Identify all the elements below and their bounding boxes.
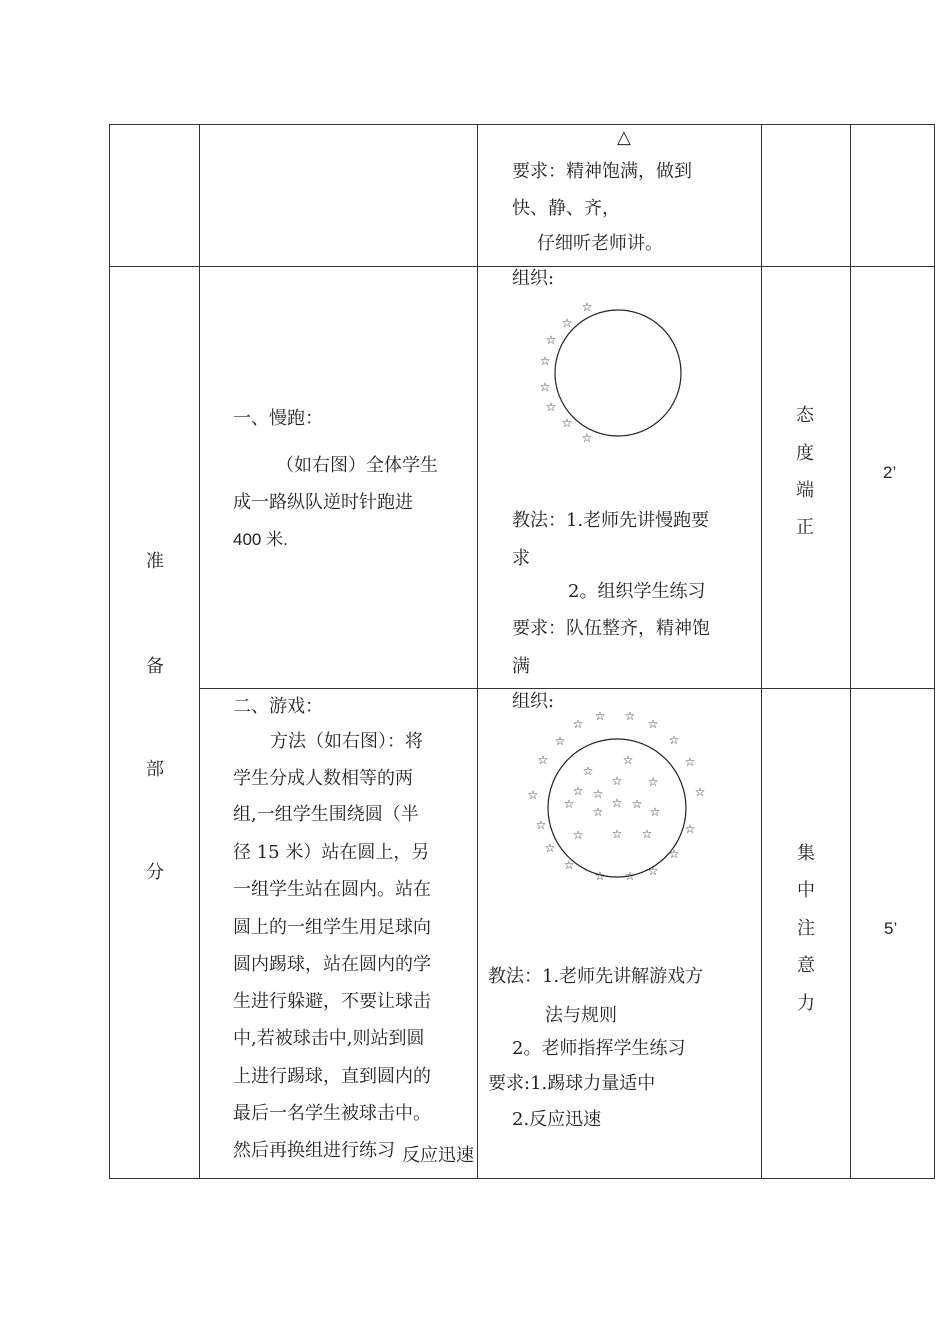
section-char-4: 分 [146,862,164,883]
jog-teaching-line-3: 2。组织学生练习 [568,581,706,602]
game-student-star: ☆ [554,734,566,748]
jog-requirement-line-1: 要求：队伍整齐，精神饱 [512,618,710,639]
section-char-1: 准 [146,551,164,572]
jog-desc-line-2: 成一路纵队逆时针跑进 [233,492,413,513]
jog-student-star: ☆ [581,300,593,314]
game-method-line-11: 最后一名学生被球击中。 [233,1103,431,1124]
game-student-star: ☆ [647,775,659,789]
jog-desc-line-3: 400 米. [233,530,288,549]
game-student-star: ☆ [572,784,584,798]
game-student-star: ☆ [684,822,696,836]
game-student-star: ☆ [684,755,696,769]
focus-char-5: 力 [797,993,815,1014]
game-time: 5’ [884,919,898,938]
jog-time: 2’ [883,463,897,482]
jog-teaching-line-1: 教法：1.老师先讲慢跑要 [512,510,710,531]
game-student-stars [528,709,706,883]
game-method-line-12: 然后再换组进行练习 [233,1140,395,1161]
game-method-line-6: 圆上的一组学生用足球向 [233,917,431,938]
game-student-star: ☆ [611,774,623,788]
game-student-star: ☆ [594,709,606,723]
game-method-line-1: 方法（如右图）：将 [270,731,423,752]
jog-teaching-line-2: 求 [512,548,530,569]
game-student-star: ☆ [527,788,539,802]
game-student-star: ☆ [624,709,636,723]
game-method-line-8: 生进行躲避，不要让球击 [233,991,431,1012]
game-student-star: ☆ [624,869,636,883]
jog-requirement-line-2: 满 [512,656,530,677]
jog-student-star: ☆ [581,431,593,445]
game-heading: 二、游戏： [233,696,323,717]
jog-student-star: ☆ [561,316,573,330]
game-student-star: ☆ [694,785,706,799]
game-method-line-10: 上进行踢球，直到圆内的 [233,1066,431,1087]
game-student-star: ☆ [594,869,606,883]
game-method-line-7: 圆内踢球，站在圆内的学 [233,954,431,975]
game-teaching-line-1: 教法：1.老师先讲解游戏方 [488,966,704,987]
game-student-star: ☆ [631,797,643,811]
game-student-star: ☆ [563,858,575,872]
requirement-line-3: 仔细听老师讲。 [537,233,663,254]
jog-student-star: ☆ [539,380,551,394]
game-student-star: ☆ [668,847,680,861]
attitude-char-2: 度 [796,443,814,464]
focus-char-4: 意 [797,955,815,976]
game-student-star: ☆ [611,827,623,841]
game-student-star: ☆ [544,841,556,855]
requirement-line-1: 要求：精神饱满，做到 [512,161,692,182]
game-student-star: ☆ [641,827,653,841]
game-overflow-text: 反应迅速 [402,1145,474,1166]
jog-student-stars [540,300,593,445]
jog-student-star: ☆ [539,354,551,368]
game-student-star: ☆ [647,864,659,878]
game-method-line-4: 径 15 米）站在圆上，另 [233,842,430,863]
jog-organization-label: 组织: [512,268,555,289]
game-student-star: ☆ [572,828,584,842]
game-student-star: ☆ [592,787,604,801]
attitude-char-1: 态 [796,405,814,426]
game-student-star: ☆ [622,753,634,767]
focus-char-3: 注 [797,918,815,939]
section-char-2: 备 [146,656,164,677]
jog-desc-line-1: （如右图）全体学生 [276,455,438,476]
jog-heading: 一、慢跑： [233,408,323,429]
game-student-star: ☆ [611,796,623,810]
jog-student-star: ☆ [561,416,573,430]
attitude-char-4: 正 [796,517,814,538]
game-method-line-5: 一组学生站在圆内。站在 [233,879,431,900]
focus-char-1: 集 [797,843,815,864]
game-method-line-2: 学生分成人数相等的两 [233,768,413,789]
game-student-star: ☆ [572,717,584,731]
game-student-star: ☆ [668,733,680,747]
jog-student-star: ☆ [545,333,557,347]
game-teaching-line-2: 法与规则 [545,1005,617,1026]
requirement-line-2: 快、静、齐， [512,198,620,219]
game-teaching-line-3: 2。老师指挥学生练习 [512,1038,686,1059]
jog-student-star: ☆ [545,400,557,414]
game-requirement-line-1: 要求:1.踢球力量适中 [488,1073,656,1094]
game-student-star: ☆ [649,805,661,819]
game-student-star: ☆ [582,764,594,778]
jog-track-circle [555,310,681,436]
attitude-char-3: 端 [796,480,814,501]
game-student-star: ☆ [592,805,604,819]
game-method-line-9: 中,若被球击中,则站到圆 [233,1028,425,1049]
game-requirement-line-2: 2.反应迅速 [512,1109,602,1130]
focus-char-2: 中 [797,880,815,901]
game-student-star: ☆ [563,797,575,811]
game-method-line-3: 组,一组学生围绕圆（半 [233,804,419,825]
section-char-3: 部 [146,759,164,780]
game-organization-label: 组织: [512,691,555,712]
game-student-star: ☆ [537,753,549,767]
game-student-star: ☆ [647,717,659,731]
game-student-star: ☆ [535,818,547,832]
triangle-symbol: △ [617,127,631,148]
